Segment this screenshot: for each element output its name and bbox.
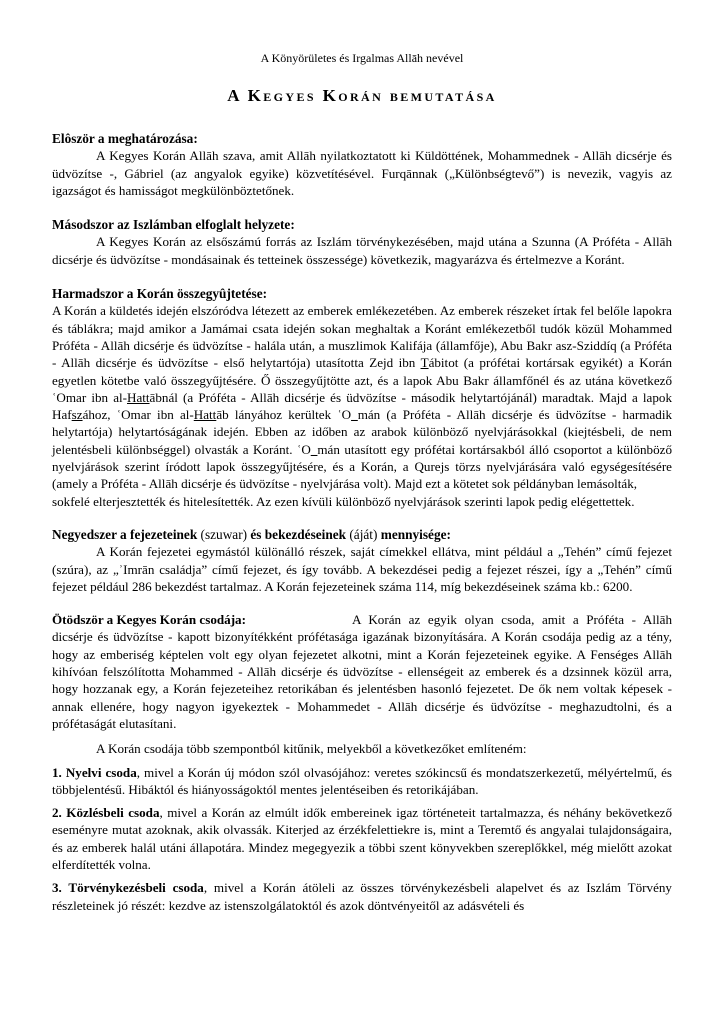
document-title: A Kegyes Korán bemutatása — [227, 86, 497, 105]
section-heading: Elôször a meghatározása: — [52, 131, 198, 146]
document-page — [52, 51, 672, 920]
section-chapters-verses — [52, 526, 672, 595]
paragraph: A Korán a küldetés idején elszóródva létezett az emberek emlékezetében. Az emberek részeket írtak fel belőle lapokra és táblákra; majd amikor a Jamámai csata idején sokan meghaltak a Koránt emlékezetből tudók közül Mohammed Próféta - Allāh dicsérje és üdvözítse - halála után, a muszlimok Kalifája (államfője), Abu Bakr asz-Sziddíq (a Próféta - Allāh dicsérje és üdvözítse - első helytartója) utasította Zejd ibn Tábitot (a prófétai kortársak egyikét) a Korán egyetlen kötetbe való összegyűjtésére. Ő összegyűjtötte azt, és a lapok Abu Bakr államfőnél és az utána következő ʿOmar ibn al-Hattābnál (a Próféta - Allāh dicsérje és üdvözítse - második helytartójánál) maradtak. Majd a lapok Hafszához, ʿOmar ibn al-Hattāb lányához kerültek ʿO_mán (a Próféta - Allāh dicsérje és üdvözítse - harmadik helytartója) helytartóságának idején. Ebben az időben az arabok különböző nyelvjárásokkal (kiejtésbeli, de nem jelentésbeli különbséggel) olvasták a Koránt. ʿO_mán utasított egy prófétai kortársakból álló csoportot a különböző nyelvjárások szerint íródott lapok összegyűjtésére, és a Korán, a Qurejs törzs nyelvjárására való egységesítésére (amely a Próféta - Allāh dicsérje és üdvözítse - nyelvjárása volt). Majd ezt a kötetet sok példányban lemásolták, — [52, 303, 673, 492]
paragraph: A Korán fejezetei egymástól különálló részek, saját címekkel ellátva, mint például a „Tehén” című fejezet (szúra), az „ʾImrān családja” című fejezet, és így tovább. A bekezdései pedig a fejezet részei, így a „Tehén” című fejezet például 286 bekezdést tartalmaz. A Korán fejezeteinek száma 114, míg bekezdéseinek száma kb.: 6200. — [52, 544, 672, 594]
section-heading: Negyedszer a fejezeteinek (szuwar) és bekezdéseinek (áját) mennyisége: — [52, 526, 451, 542]
paragraph: A Kegyes Korán Allāh szava, amit Allāh nyilatkoztatott ki Küldöttének, Mohammednek - Allāh dicsérje és üdvözítse -, Gábriel (az angyalok egyike) közvetítésével. Furqānnak („Különbségtevő”) is nevezik, vagyis az igazságot és hamisságot megkülönböztetőnek. — [52, 148, 672, 198]
basmala-line: A Könyörületes és Irgalmas Allāh nevével — [260, 51, 464, 65]
paragraph: A Kegyes Korán az elsőszámú forrás az Iszlám törvénykezésében, majd utána a Szunna (A Próféta - Allāh dicsérje és üdvözítse - mondásainak és tetteinek összessége) következik, magyarázva és értelmezve a Koránt. — [52, 234, 672, 267]
section-miracle — [52, 611, 672, 914]
heading-inline-text: A Korán az egyik olyan csoda, amit a Próféta - Allāh — [352, 612, 672, 628]
miracle-list — [52, 764, 672, 914]
section-compilation — [52, 285, 672, 510]
list-item: 3. Törvénykezésbeli csoda, mivel a Korán átöleli az összes törvénykezésbeli alapelvet és az Iszlám Törvény részleteinek jó részét: kezdve az istenszolgálatoktól és azok döntvényeitől az adásvételi és — [52, 880, 672, 913]
list-item: 1. Nyelvi csoda, mivel a Korán új módon szól olvasójához: veretes szókincsű és mondatszerkezetű, mélyértelmű, és többjelentésű. Hibáktól és hiányosságoktól mentes jelentéseiben és retorikájában. — [52, 764, 672, 797]
paragraph: A Korán csodája több szempontból kitűnik, melyekből a következőket említeném: — [96, 741, 527, 757]
paragraph: sokfelé elterjesztették és hitelesítették. Az ezen kívüli különböző nyelvjárások szerinti lapok pedig elégettettek. — [52, 493, 635, 509]
section-heading: Másodszor az Iszlámban elfoglalt helyzete: — [52, 217, 295, 233]
section-heading-row — [52, 611, 672, 628]
list-item: 2. Közlésbeli csoda, mivel a Korán az elmúlt idők embereinek igaz történeteit tartalmazza, és néhány bekövetkező eseményre mutat azoknak, akik olvassák. Kiterjed az érzékfelettiekre is, mint a Teremtő és angyalai tulajdonságaira, és az emberek halál utáni állapotára. Mindez megegyezik a többi szent könyvekben szereplőkkel, még mielőtt azokat elferdítették volna. — [52, 805, 672, 872]
paragraph: dicsérje és üdvözítse - kapott bizonyítékként prófétasága igazának bizonyítására. A Korán csodája pedig az a tény, hogy az emberiség képtelen volt egy olyan fejezetet alkotni, mint a Korán fejezeteinek egyike. A Fenséges Allāh kihívóan felszólította Mohammed - Allāh dicsérje és üdvözítse - ellenségeit az emberek és a dzsinnek közül arra, hogy hozzanak egy, a Korán fejezeteihez retorikában és jelentésben hasonló fejezetet. De ők nem voltak képesek - annak ellenére, hogy nagyon igyekeztek - Mohammedet - Allāh dicsérje és üdvözítse - meghazudtolni, és a prófétaságát elutasítani. — [52, 629, 672, 731]
section-definition — [52, 130, 672, 199]
section-position-in-islam — [52, 216, 672, 268]
section-heading: Harmadszor a Korán összegyûjtetése: — [52, 286, 268, 302]
section-heading: Ötödször a Kegyes Korán csodája: — [52, 612, 246, 628]
